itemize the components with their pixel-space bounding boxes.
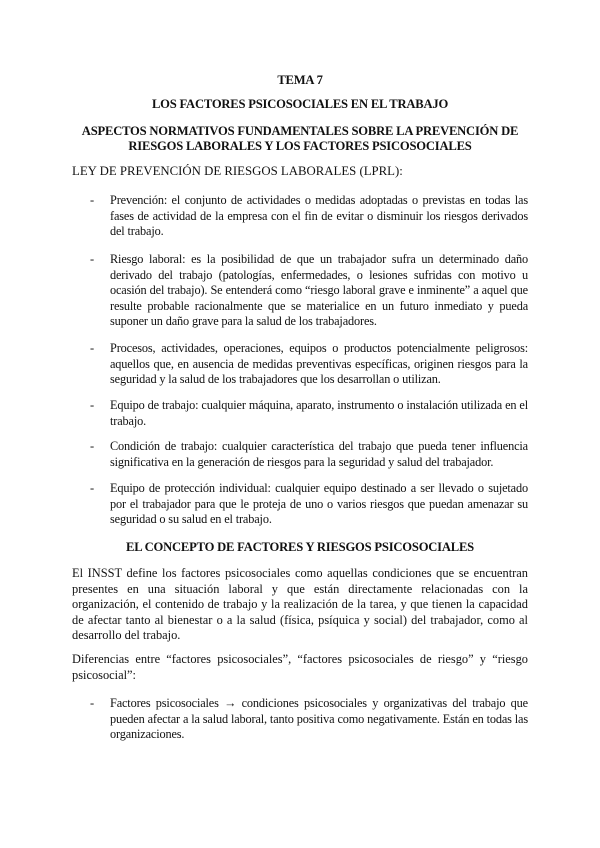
definition-riesgo-laboral: Riesgo laboral: es la posibilidad de que un trabajador sufra un determinado daño derivado del trabajo (patologías, enfermedades, o lesiones sufridas con motivo u ocasión del trabajo). Se entenderá como “riesgo laboral grave e inminente” a aquel que resulte probable racionalmente que se materialice en un futuro inmediato y pueda suponer un daño grave para la salud de los trabajadores. xyxy=(110,252,528,329)
definition-equipo-proteccion: Equipo de protección individual: cualquier equipo destinado a ser llevado o sujetado por el trabajador para que le proteja de uno o varios riesgos que puedan amenazar su seguridad o su salud en el trabajo. xyxy=(110,481,528,527)
definition-condicion-trabajo: Condición de trabajo: cualquier característica del trabajo que pueda tener influencia significativa en la generación de riesgos para la seguridad y salud del trabajador. xyxy=(110,439,528,469)
list-item xyxy=(92,341,528,388)
bullet-dash: - xyxy=(90,341,95,355)
definition-equipo-trabajo: Equipo de trabajo: cualquier máquina, aparato, instrumento o instalación utilizada en el trabajo. xyxy=(110,398,528,428)
definition-prevencion: Prevención: el conjunto de actividades o medidas adoptadas o previstas en todas las fases de actividad de la empresa con el fin de evitar o disminuir los riesgos derivados del trabajo. xyxy=(110,193,528,239)
list-item xyxy=(92,696,528,743)
section-heading: ASPECTOS NORMATIVOS FUNDAMENTALES SOBRE LA PREVENCIÓN DE RIESGOS LABORALES Y LOS FACTORES PSICOSOCIALES xyxy=(81,124,519,153)
concept-paragraph: El INSST define los factores psicosociales como aquellas condiciones que se encuentran presentes en una situación laboral y que están directamente relacionadas con la organización, el contenido de trabajo y la realización de la tarea, y que tienen la capacidad de afectar tanto al bienestar o a la salud (física, psíquica y social) del trabajador, como al desarrollo del trabajo. xyxy=(72,566,528,643)
list-item xyxy=(92,252,528,330)
bullet-dash: - xyxy=(90,439,95,453)
difference-factores-psicosociales: Factores psicosociales → condiciones psicosociales y organizativas del trabajo que pueden afectar a la salud laboral, tanto positiva como negativamente. Están en todas las organizaciones. xyxy=(110,696,528,742)
definition-procesos: Procesos, actividades, operaciones, equipos o productos potencialmente peligrosos: aquellos que, en ausencia de medidas preventivas específicas, originen riesgos para la seguridad y la salud de los trabajadores que los desarrollan o utilizan. xyxy=(110,341,528,387)
list-item xyxy=(92,481,528,528)
law-title: LEY DE PREVENCIÓN DE RIESGOS LABORALES (LPRL): xyxy=(72,164,403,178)
list-item xyxy=(92,193,528,240)
bullet-dash: - xyxy=(90,696,95,710)
bullet-dash: - xyxy=(90,193,95,207)
bullet-dash: - xyxy=(90,481,95,495)
bullet-dash: - xyxy=(90,398,95,412)
topic-heading: TEMA 7 xyxy=(277,73,323,87)
bullet-dash: - xyxy=(90,252,95,266)
list-item xyxy=(92,439,528,470)
list-item xyxy=(92,398,528,429)
concept-heading: EL CONCEPTO DE FACTORES Y RIESGOS PSICOSOCIALES xyxy=(126,540,474,554)
page-title: LOS FACTORES PSICOSOCIALES EN EL TRABAJO xyxy=(151,97,449,111)
differences-intro: Diferencias entre “factores psicosociales”, “factores psicosociales de riesgo” y “riesgo psicosocial”: xyxy=(72,652,528,682)
